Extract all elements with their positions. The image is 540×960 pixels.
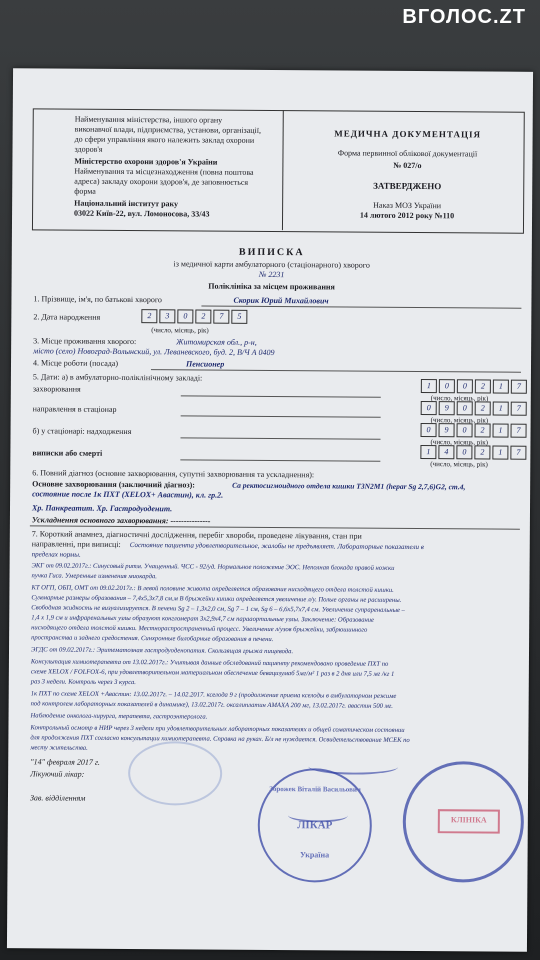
digit-box: 3 <box>159 309 175 323</box>
header-left-line7: адреса) закладу охорони здоров'я, де заповнюється <box>74 176 249 187</box>
discharge-label: виписки або смерті <box>32 448 103 458</box>
institute-address: 03022 Київ-22, вул. Ломоносова, 33/43 <box>74 208 210 219</box>
ecg-cont: пучка Гиса. Умеренные изменения миокарда. <box>31 572 157 581</box>
diagnosis-label: 6. Повний діагноз (основне захворювання, супутні захворювання та ускладнення): <box>32 468 315 480</box>
digit-box: 7 <box>511 380 527 394</box>
med-doc-title: МЕДИЧНА ДОКУМЕНТАЦІЯ <box>334 128 482 140</box>
date-hint: (число, місяць, рік) <box>430 460 488 469</box>
underline <box>151 369 521 373</box>
ct: КТ ОГП, ОБП, ОМТ от 09.02.2017г.: В левой половине живота определяется образование нисходящего отдела толстой кишки. <box>31 584 394 594</box>
egds: ЭГДС от 09.02.2017г.: Эритематозная гастродуоденопатия. Скользящая грыжа пищевода. <box>30 646 294 656</box>
digit-box: 1 <box>493 402 509 416</box>
digit-box: 9 <box>439 401 455 415</box>
institute-name: Національний інститут раку <box>74 198 179 209</box>
date-hint: (число, місяць, рік) <box>151 326 209 335</box>
admission-label: б) у стаціонарі: надходження <box>32 426 132 437</box>
doctor-stamp <box>257 768 372 883</box>
residence-region: Житомирская обл., р-н, <box>176 337 257 347</box>
underline <box>180 437 380 439</box>
ct-c: Свободная жидкость не визуализируется. В печени Sg 2 – 1,3х2,0 см, Sg 7 – 1 см, Sg 6 – 6,6х5,7х7,4 см. Увеличение супраренальные – <box>31 604 405 614</box>
digit-box: 4 <box>438 445 454 459</box>
underline <box>181 415 381 417</box>
ct-d: 1,4 х 1,9 см и инфраренальных узлы образуют конгломерат 3х2,9х4,7 см парааортальные узлы. Заключение: Образование <box>31 614 375 624</box>
attending-doctor-label: Лікуючий лікар: <box>30 769 85 779</box>
residence-address: місто (село) Новоград-Волынский, ул. Леваневского, буд. 2, В/Ч А 0409 <box>33 346 275 358</box>
birthdate-label: 2. Дата народження <box>33 312 101 322</box>
admission-date-boxes <box>421 423 529 438</box>
digit-box: 0 <box>439 379 455 393</box>
head-of-department-label: Зав. відділенням <box>29 793 86 803</box>
ct-e: нисходящего отдела толстой кишки. Местнораспространенный процесс. Увеличение л/узов брыжейки, забрюшинного <box>31 624 368 634</box>
order-date: 14 лютого 2012 року №110 <box>359 210 455 221</box>
underline <box>181 395 381 397</box>
notes-p1: Состояние пациента удовлетворительное, жалобы не предъявляет. Лабораторные показатели в <box>129 541 424 552</box>
digit-box: 1 <box>493 424 509 438</box>
notes-label-cont: направленні, при виписці: <box>31 539 121 549</box>
consult-c: раз 3 недели. Контроль через 3 курса. <box>30 678 136 687</box>
main-diagnosis: Cа ректосигмоидного отдела кишки T3N2M1 (hepar Sg 2,7,6)G2, ст.4, <box>232 480 466 492</box>
clinic-type: Поліклініка за місцем проживання <box>208 281 335 292</box>
referral-date-boxes <box>421 401 529 416</box>
illness-date-boxes <box>421 379 529 394</box>
pct: 1к ПХТ по схеме XELOX +Авастин: 13.02.2017г. – 14.02.2017. кселода 9 г (продолжение приема кселоды в амбулаторном режиме <box>30 690 397 700</box>
order-label: Наказ МОЗ України <box>373 200 442 211</box>
illness-label: захворювання <box>32 384 81 394</box>
digit-box: 1 <box>421 379 437 393</box>
digit-box: 7 <box>511 424 527 438</box>
digit-box: 2 <box>475 423 491 437</box>
birthdate-boxes <box>141 309 249 324</box>
ministry-name: Міністерство охорони здоров'я України <box>74 156 218 167</box>
approved-label: ЗАТВЕРДЖЕНО <box>373 180 442 192</box>
digit-box: 2 <box>141 309 157 323</box>
site-watermark: ВГОЛОС.ZT <box>402 6 526 28</box>
date-hint: (число, місяць, рік) <box>430 394 489 403</box>
ct-f: пространства и заднего средостения. Синхронные билобарные образования в печени. <box>31 634 274 644</box>
workplace-value: Пенсионер <box>185 359 225 369</box>
observation: Наблюдение онколога-хирурга, терапевта, гастроэнтеролога. <box>30 712 208 721</box>
digit-box: 7 <box>213 310 229 324</box>
residence-label: 3. Місце проживання хворого: <box>33 336 137 347</box>
document-title: ВИПИСКА <box>238 246 305 259</box>
header-left-line4: здоров'я <box>74 144 103 154</box>
faded-stamp <box>128 741 222 806</box>
control-b: для продолжения ПХТ согласно консультации химиотерапевта. Справка на руках. Б/л не нуждается. Освидетельствование МСЕК по <box>30 734 410 744</box>
clinic-square-stamp <box>438 809 500 833</box>
referral-label: направлення в стаціонар <box>32 404 117 414</box>
digit-box: 0 <box>421 401 437 415</box>
pct-b: под контролем лабораторных показателей в динамике), 13.02.2017г. оксалиплатин АМАХА 200 мг, 13.02.2017г. авастин 500 мг. <box>30 700 393 710</box>
clinic-square-stamp-text: КЛІНІКА <box>450 815 487 825</box>
digit-box: 1 <box>493 380 509 394</box>
form-number: № 027/о <box>393 160 422 171</box>
secondary-diagnosis: Хр. Панкреатит. Хр. Гастродуоденит. <box>31 503 173 514</box>
digit-box: 0 <box>421 423 437 437</box>
digit-box: 2 <box>475 379 491 393</box>
patient-name-label: 1. Прізвище, ім'я, по батькові хворого <box>33 294 162 305</box>
header-left-line8: форма <box>74 186 96 196</box>
consult: Консультация химиотерапевта от 13.02.2017г.: Учитывая данные обследований пациенту рекомендовано проведение ПХТ по <box>30 658 389 668</box>
main-diagnosis-label: Основне захворювання (заключний діагноз): <box>32 479 195 490</box>
complication: Ускладнення основного захворювання: --------------- <box>31 515 211 526</box>
doctor-stamp-country: Україна <box>300 850 330 860</box>
notes-label: 7. Короткий анамнез, діагностичні дослідження, перебіг хвороби, проведене лікування, стан при <box>31 529 362 541</box>
workplace-label: 4. Місце роботи (посада) <box>32 358 119 368</box>
dates-label: 5. Дати: а) в амбулаторно-поліклінічному закладі: <box>32 372 203 383</box>
header-left-line1: Найменування міністерства, іншого органу <box>74 114 223 125</box>
card-number: № 2231 <box>258 269 285 280</box>
digit-box: 0 <box>177 309 193 323</box>
ct-b: Суммарные размеры образования – 7,4х5,3х7,8 см.м В брыжейки кишки определяется увеличение л/у. Полые органы не расширены. <box>31 594 402 604</box>
form-label: Форма первинної облікової документації <box>337 148 478 159</box>
patient-name: Скорик Юрий Михайлович <box>233 295 329 306</box>
header-left-line2: виконавчої влади, підприємства, установи, організації, <box>74 124 262 135</box>
digit-box: 7 <box>511 402 527 416</box>
doctor-stamp-name: Зброжек Віталій Васильович <box>269 785 361 794</box>
underline <box>201 306 521 309</box>
control-c: месту жительства. <box>30 744 88 752</box>
signature-date: "14" февраля 2017 г. <box>30 757 100 767</box>
digit-box: 1 <box>420 445 436 459</box>
date-hint: (число, місяць, рік) <box>430 416 489 425</box>
header-left-line6: Найменування та місцезнаходження (повна поштова <box>74 166 254 177</box>
underline <box>180 459 380 461</box>
digit-box: 0 <box>457 401 473 415</box>
main-diagnosis-cont: состояние после 1к ПХТ (XELOX+ Авастин), кл. гр.2. <box>32 489 224 500</box>
discharge-date-boxes <box>420 445 528 460</box>
digit-box: 0 <box>456 445 472 459</box>
notes-p1b: пределах нормы. <box>31 550 81 559</box>
ecg: ЭКГ от 09.02.2017г.: Синусовый ритм. Учащенный. ЧСС - 92/уд. Нормальное положение ЭОС. Неполная блокада правой ножки <box>31 562 395 572</box>
digit-box: 9 <box>439 423 455 437</box>
digit-box: 2 <box>474 445 490 459</box>
control: Контрольный осмотр в НИР через 3 недели при удовлетворительных лабораторных показателях и общей соматическом состоянии <box>30 724 405 734</box>
document-subtitle: із медичної карти амбулаторного (стаціонарного) хворого <box>173 259 370 270</box>
digit-box: 1 <box>492 446 508 460</box>
doctor-stamp-role: ЛІКАР <box>297 819 333 832</box>
digit-box: 2 <box>195 309 211 323</box>
header-left-line3: до сфери управління якого належить заклад охорони <box>74 134 255 145</box>
consult-b: схеме XELOX / FOLFOX-6, при удовлетворительном материальном обеспечение бевацизумаб 5мг/м² 1 раз в 2 дня или 7,5 мг /кг 1 <box>30 668 395 678</box>
date-hint: (число, місяць, рік) <box>430 438 489 447</box>
digit-box: 2 <box>475 401 491 415</box>
digit-box: 5 <box>231 310 247 324</box>
doctor-signature <box>288 808 348 822</box>
digit-box: 7 <box>510 446 526 460</box>
digit-box: 0 <box>457 423 473 437</box>
digit-box: 0 <box>457 379 473 393</box>
medical-document <box>7 68 533 952</box>
